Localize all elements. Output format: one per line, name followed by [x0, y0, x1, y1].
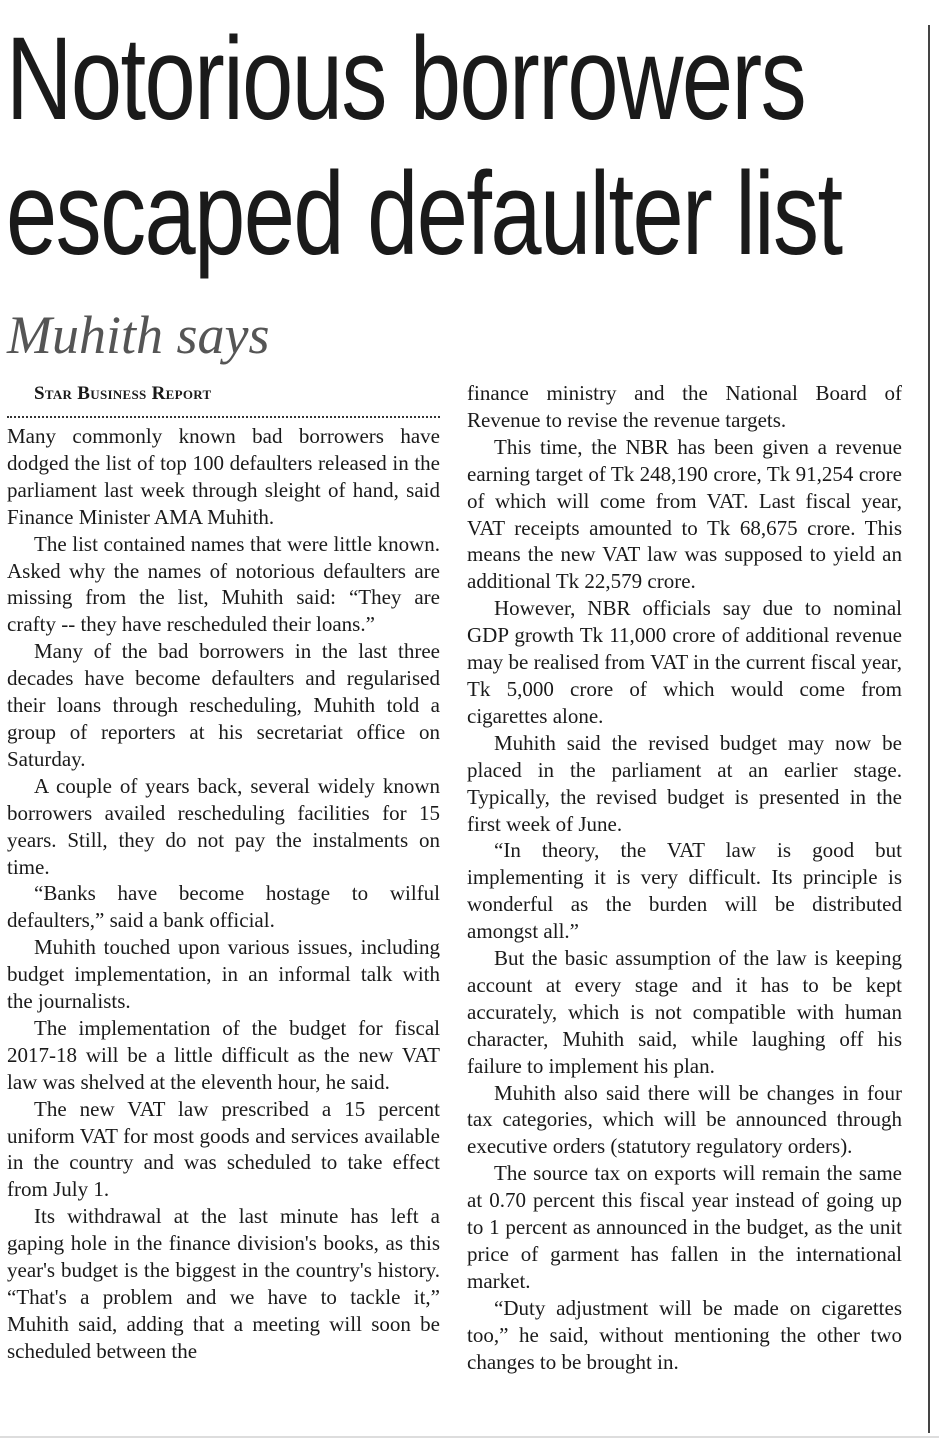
article-paragraph: Muhith touched upon various issues, including budget implementation, in an informal talk with the journalists.	[7, 935, 440, 1014]
article-paragraph: The new VAT law prescribed a 15 percent uniform VAT for most goods and services available in the country and was scheduled to take effect from July 1.	[7, 1096, 440, 1202]
article-paragraph: “Duty adjustment will be made on cigarettes too,” he said, without mentioning the other two changes to be brought in.	[467, 1295, 902, 1374]
headline-line-1: Notorious borrowers	[6, 13, 806, 145]
article-paragraph-continued: finance ministry and the National Board of Revenue to revise the revenue targets.	[467, 381, 902, 432]
article-paragraph: “Banks have become hostage to wilful defaulters,” said a bank official.	[7, 881, 440, 933]
article-paragraph: The list contained names that were little known. Asked why the names of notorious defaulters are missing from the list, Muhith said: “They are crafty -- they have rescheduled their loans.”	[7, 531, 440, 637]
article-paragraph: Many of the bad borrowers in the last three decades have become defaulters and regularised their loans through rescheduling, Muhith told a group of reporters at his secretariat office on Saturday.	[7, 639, 440, 771]
article-paragraph: “In theory, the VAT law is good but implementing it is very difficult. Its principle is wonderful as the burden will be distributed amongst all.”	[467, 838, 902, 944]
article-paragraph: The implementation of the budget for fiscal 2017-18 will be a little difficult as the new VAT law was shelved at the eleventh hour, he said.	[7, 1015, 440, 1094]
article-column-left	[7, 380, 440, 1365]
article-paragraph: But the basic assumption of the law is keeping account at every stage and it has to be kept accurately, which is not compatible with human character, Muhith said, while laughing off his failure to implement his plan.	[467, 946, 902, 1078]
article-paragraph: This time, the NBR has been given a revenue earning target of Tk 248,190 crore, Tk 91,254 crore of which will come from VAT. Last fiscal year, VAT receipts amounted to Tk 68,675 crore. This means the new VAT law was supposed to yield an additional Tk 22,579 crore.	[467, 434, 902, 594]
article-paragraph: A couple of years back, several widely known borrowers availed rescheduling facilities for 15 years. Still, they do not pay the instalments on time.	[7, 773, 440, 879]
article-paragraph: The source tax on exports will remain the same at 0.70 percent this fiscal year instead of going up to 1 percent as announced in the budget, as the unit price of garment has fallen in the international market.	[467, 1161, 902, 1293]
bottom-border	[0, 1436, 939, 1438]
article-paragraph: Muhith also said there will be changes in four tax categories, which will be announced through executive orders (statutory regulatory orders).	[467, 1080, 902, 1159]
article-paragraph: Muhith said the revised budget may now be placed in the parliament at an earlier stage. Typically, the revised budget is presented in the first week of June.	[467, 730, 902, 836]
headline	[6, 12, 842, 282]
byline: Star Business Report	[34, 383, 212, 404]
headline-line-2: escaped defaulter list	[6, 148, 842, 280]
article-paragraph: However, NBR officials say due to nominal GDP growth Tk 11,000 crore of additional revenue may be realised from VAT in the current fiscal year, Tk 5,000 crore of which would come from cigarettes alone.	[467, 596, 902, 728]
article-paragraph: Its withdrawal at the last minute has left a gaping hole in the finance division's books, as this year's budget is the biggest in the country's history. “That's a problem and we have to tackle it,” Muhith said, adding that a meeting will soon be scheduled between the	[7, 1204, 440, 1363]
article-paragraph: Many commonly known bad borrowers have dodged the list of top 100 defaulters released in the parliament last week through sleight of hand, said Finance Minister AMA Muhith.	[7, 424, 440, 529]
dotted-divider	[7, 414, 440, 418]
article-column-right	[467, 380, 902, 1376]
subheadline: Muhith says	[7, 305, 270, 365]
column-rule	[928, 25, 930, 1433]
